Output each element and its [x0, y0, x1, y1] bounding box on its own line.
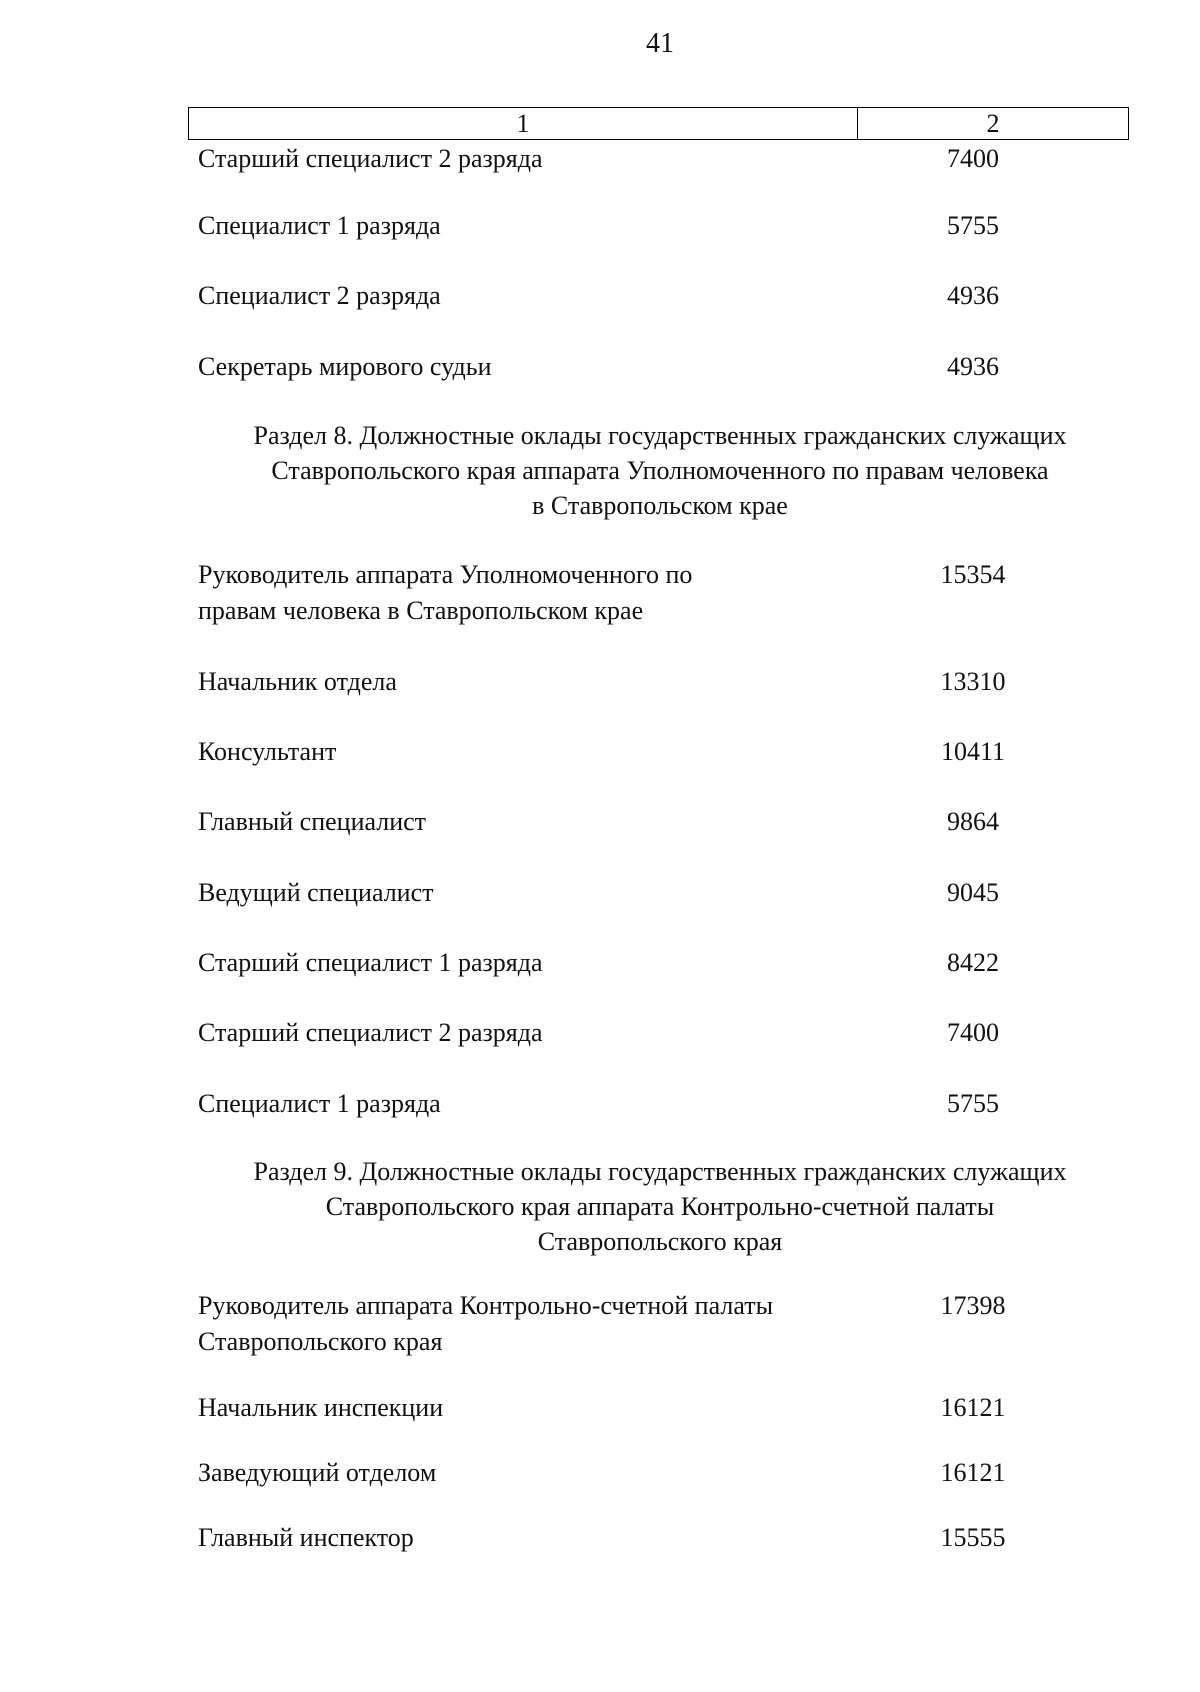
section-title-line: Раздел 9. Должностные оклады государственных гражданских служащих: [253, 1157, 1067, 1186]
salary-value: 5755: [947, 211, 999, 240]
position-title: Старший специалист 2 разряда: [198, 1018, 543, 1047]
position-title: Ведущий специалист: [198, 878, 434, 907]
salary-value: 17398: [940, 1291, 1006, 1320]
position-title: Секретарь мирового судьи: [198, 352, 492, 381]
position-title: Консультант: [198, 737, 337, 766]
salary-value: 13310: [940, 667, 1006, 696]
salary-value: 10411: [940, 737, 1006, 766]
salary-value: 7400: [947, 144, 999, 173]
position-title: Заведующий отделом: [198, 1458, 437, 1487]
position-title: [198, 557, 798, 629]
salary-value: 4936: [947, 281, 999, 310]
salary-value: 16121: [940, 1458, 1006, 1487]
position-line: правам человека в Ставропольском крае: [198, 596, 644, 625]
column-header-1: 1: [189, 108, 858, 139]
salary-value: 15354: [940, 560, 1006, 589]
column-header-2: 2: [986, 109, 1000, 138]
position-title: Главный инспектор: [198, 1523, 414, 1552]
position-line: Руководитель аппарата Контрольно-счетной палаты: [198, 1291, 774, 1320]
position-title: Специалист 1 разряда: [198, 1089, 441, 1118]
position-title: Начальник инспекции: [198, 1393, 444, 1422]
position-title: Главный специалист: [198, 807, 427, 836]
position-title: [198, 1288, 798, 1360]
section-title-line: в Ставропольском крае: [532, 491, 788, 520]
section-title-line: Ставропольского края: [537, 1227, 783, 1256]
position-title: Специалист 2 разряда: [198, 281, 441, 310]
position-title: Специалист 1 разряда: [198, 211, 441, 240]
salary-value: 4936: [947, 352, 999, 381]
salary-value: 5755: [947, 1089, 999, 1118]
salary-value: 9045: [947, 878, 999, 907]
salary-value: 7400: [947, 1018, 999, 1047]
section-title-line: Ставропольского края аппарата Контрольно-счетной палаты: [325, 1192, 995, 1221]
salary-value: 9864: [947, 807, 999, 836]
salary-value: 15555: [940, 1523, 1006, 1552]
salary-value: 16121: [940, 1393, 1006, 1422]
position-title: Начальник отдела: [198, 667, 397, 696]
position-line: Ставропольского края: [198, 1327, 443, 1356]
page-number: 41: [646, 28, 674, 59]
section-title-line: Ставропольского края аппарата Уполномоченного по правам человека: [271, 456, 1049, 485]
position-title: Старший специалист 1 разряда: [198, 948, 543, 977]
position-line: Руководитель аппарата Уполномоченного по: [198, 560, 693, 589]
table-header: [188, 107, 1129, 140]
position-title: Старший специалист 2 разряда: [198, 144, 543, 173]
section-8-title: [160, 418, 1160, 523]
salary-value: 8422: [947, 948, 999, 977]
section-9-title: [160, 1154, 1160, 1259]
section-title-line: Раздел 8. Должностные оклады государственных гражданских служащих: [253, 421, 1067, 450]
